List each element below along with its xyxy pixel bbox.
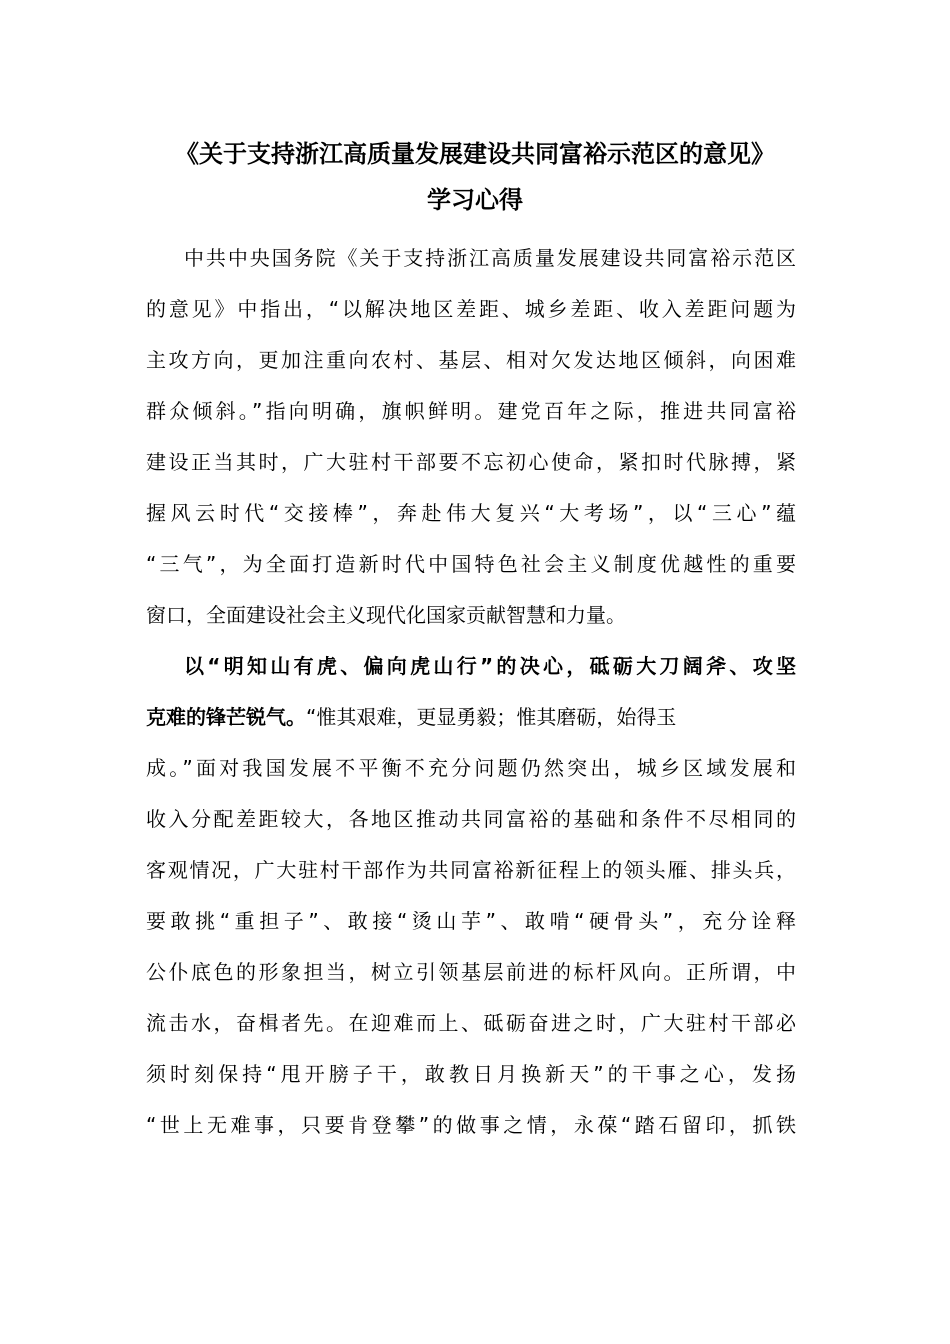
paragraph-2-line: 要敢挑“重担子”、敢接“烫山芋”、敢啃“硬骨头”，充分诠释 <box>146 909 796 933</box>
paragraph-2-line: 须时刻保持“甩开膀子干，敢教日月换新天”的干事之心，发扬 <box>146 1062 796 1086</box>
paragraph-2-heading: 以“明知山有虎、偏向虎山行”的决心，砥砺大刀阔斧、攻坚 <box>184 654 796 678</box>
paragraph-1-line: 群众倾斜。”指向明确，旗帜鲜明。建党百年之际，推进共同富裕 <box>146 399 796 423</box>
paragraph-1-line: “三气”，为全面打造新时代中国特色社会主义制度优越性的重要 <box>146 552 796 576</box>
paragraph-1-line: 主攻方向，更加注重向农村、基层、相对欠发达地区倾斜，向困难 <box>146 348 796 372</box>
paragraph-1-line: 窗口，全面建设社会主义现代化国家贡献智慧和力量。 <box>146 603 626 627</box>
paragraph-2-quote: “惟其艰难，更显勇毅；惟其磨砺，始得玉 <box>306 705 677 729</box>
paragraph-2-heading-line <box>184 652 796 680</box>
document-title: 《关于支持浙江高质量发展建设共同富裕示范区的意见》 <box>175 140 775 168</box>
paragraph-2-line: “世上无难事，只要肯登攀”的做事之情，永葆“踏石留印，抓铁 <box>146 1113 796 1137</box>
paragraph-2-line: 流击水，奋楫者先。在迎难而上、砥砺奋进之时，广大驻村干部必 <box>146 1011 796 1035</box>
paragraph-1-line: 的意见》中指出，“以解决地区差距、城乡差距、收入差距问题为 <box>146 297 796 321</box>
paragraph-2-line: 收入分配差距较大，各地区推动共同富裕的基础和条件不尽相同的 <box>146 807 796 831</box>
paragraph-2-line: 成。”面对我国发展不平衡不充分问题仍然突出，城乡区域发展和 <box>146 756 796 780</box>
paragraph-2-line: 公仆底色的形象担当，树立引领基层前进的标杆风向。正所谓，中 <box>146 960 796 984</box>
paragraph-1-line: 握风云时代“交接棒”，奔赴伟大复兴“大考场”，以“三心”蕴 <box>146 501 796 525</box>
paragraph-1-line: 中共中央国务院《关于支持浙江高质量发展建设共同富裕示范区 <box>184 246 796 270</box>
paragraph-2-line <box>146 703 796 731</box>
document-subtitle: 学习心得 <box>427 186 523 214</box>
paragraph-2-heading-end: 克难的锋芒锐气。 <box>146 705 306 729</box>
paragraph-2-line: 客观情况，广大驻村干部作为共同富裕新征程上的领头雁、排头兵， <box>146 858 796 882</box>
paragraph-1-line: 建设正当其时，广大驻村干部要不忘初心使命，紧扣时代脉搏，紧 <box>146 450 796 474</box>
